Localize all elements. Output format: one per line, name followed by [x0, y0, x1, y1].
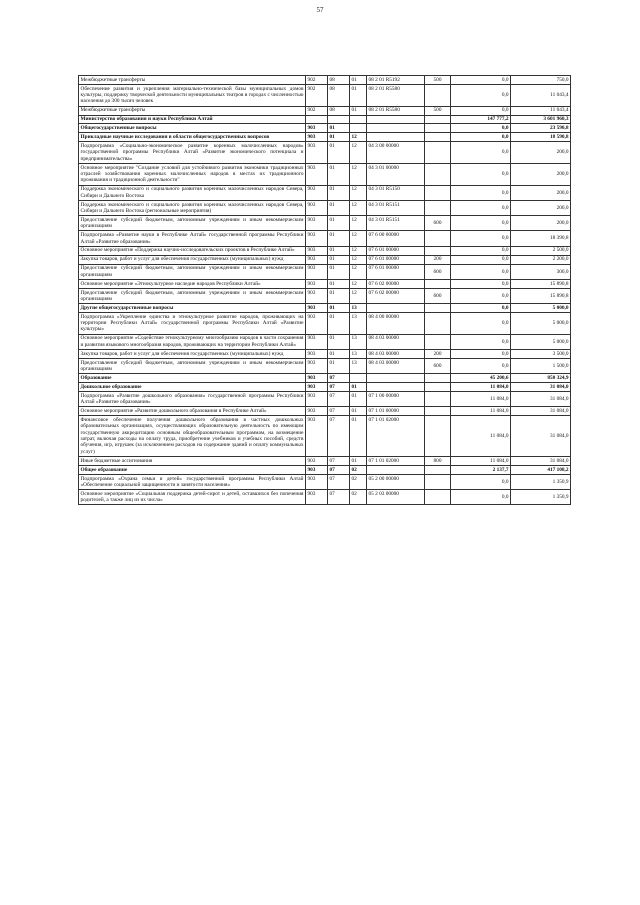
row-expense-type [425, 246, 451, 255]
row-amount-first: 0,0 [451, 200, 511, 215]
row-grbs-code: 903 [306, 185, 328, 200]
row-section-code: 01 [328, 124, 350, 133]
row-amount-second: 11 043,4 [511, 84, 571, 106]
row-subsection-code: 02 [350, 490, 367, 505]
row-amount-second: 1 350,9 [511, 490, 571, 505]
row-section-code: 01 [328, 200, 350, 215]
row-section-code: 01 [328, 264, 350, 279]
row-expense-type [425, 115, 451, 124]
row-subsection-code: 13 [350, 313, 367, 335]
row-grbs-code: 903 [306, 313, 328, 335]
table-row [79, 185, 571, 200]
row-description: Подпрограмма «Охрана семьи и детей» государственной программы Республики Алтай «Обеспечение социальной защищенности и занятости населения» [80, 475, 304, 488]
row-target-article: 07 6 01 00000 [367, 255, 425, 264]
row-amount-first: 0,0 [451, 185, 511, 200]
row-amount-first: 0,0 [451, 334, 511, 349]
row-amount-first: 45 200,6 [451, 374, 511, 383]
row-section-code: 07 [328, 456, 350, 465]
row-expense-type [425, 133, 451, 142]
row-target-article: 07 6 00 00000 [367, 231, 425, 246]
row-amount-first: 11 084,0 [451, 383, 511, 392]
row-subsection-code [350, 374, 367, 383]
row-amount-second: 15 890,8 [511, 279, 571, 288]
row-subsection-code: 12 [350, 133, 367, 142]
table-row [79, 374, 571, 383]
row-section-code: 01 [328, 163, 350, 185]
row-subsection-code: 02 [350, 465, 367, 474]
row-amount-first: 0,0 [451, 216, 511, 231]
row-grbs-code: 903 [306, 264, 328, 279]
row-target-article: 07 6 02 00000 [367, 279, 425, 288]
row-section-code: 01 [328, 334, 350, 349]
row-amount-first: 0,0 [451, 288, 511, 303]
row-target-article: 08 4 03 00000 [367, 349, 425, 358]
row-subsection-code: 13 [350, 304, 367, 313]
row-grbs-code: 903 [306, 124, 328, 133]
table-row [79, 246, 571, 255]
row-expense-type [425, 200, 451, 215]
row-expense-type [425, 304, 451, 313]
table-row [79, 288, 571, 303]
row-section-code [328, 115, 350, 124]
row-grbs-code: 903 [306, 392, 328, 407]
row-target-article: 08 2 01 R5580 [367, 84, 425, 106]
row-expense-type: 600 [425, 264, 451, 279]
row-expense-type [425, 334, 451, 349]
row-amount-first: 0,0 [451, 246, 511, 255]
row-target-article [367, 133, 425, 142]
row-expense-type: 200 [425, 349, 451, 358]
row-grbs-code: 903 [306, 133, 328, 142]
row-grbs-code: 903 [306, 231, 328, 246]
row-amount-second: 18 590,8 [511, 133, 571, 142]
row-amount-second: 31 084,0 [511, 456, 571, 465]
row-description: Подпрограмма «Укрепление единства и этнокультурное развитие народов, проживающих на территории Республики Алтай» государственной программы Республики Алтай «Развитие культуры» [80, 313, 304, 333]
table-row [79, 465, 571, 474]
row-amount-second: 200,0 [511, 142, 571, 164]
row-grbs-code [306, 115, 328, 124]
row-section-code: 01 [328, 133, 350, 142]
row-amount-first: 0,0 [451, 304, 511, 313]
row-subsection-code: 12 [350, 163, 367, 185]
row-expense-type [425, 416, 451, 457]
row-grbs-code: 903 [306, 407, 328, 416]
row-section-code: 01 [328, 279, 350, 288]
row-amount-second: 18 390,8 [511, 231, 571, 246]
row-section-code: 01 [328, 185, 350, 200]
row-amount-second: 5 000,0 [511, 313, 571, 335]
row-target-article: 07 1 01 02000 [367, 456, 425, 465]
row-expense-type: 800 [425, 456, 451, 465]
row-grbs-code: 903 [306, 383, 328, 392]
row-description: Основное мероприятие «Содействие этнокультурному многообразию народов в части сохранения и развития языкового многообразия народов, проживающих на территории Республики Алтай» [80, 335, 304, 348]
row-section-code: 01 [328, 142, 350, 164]
row-amount-first: 11 084,0 [451, 407, 511, 416]
row-section-code: 01 [328, 231, 350, 246]
row-description: Подпрограмма «Развитие дошкольного образования» государственной программы Республики Алтай «Развитие образования» [80, 392, 304, 406]
row-section-code: 07 [328, 383, 350, 392]
row-description: Межбюджетные трансферты [79, 76, 306, 85]
row-subsection-code: 12 [350, 288, 367, 303]
row-description: Основное мероприятие «Поддержка научно-исследовательских проектов в Республике Алтай» [79, 246, 306, 255]
row-amount-second: 31 084,0 [511, 392, 571, 407]
row-grbs-code: 903 [306, 349, 328, 358]
row-subsection-code: 13 [350, 349, 367, 358]
row-amount-second: 5 000,0 [511, 334, 571, 349]
row-description: Подпрограмма «Социально-экономическое развитие коренных малочисленных народов» государственной программы Республики Алтай «Развитие экономического потенциала и предпринимательства» [80, 143, 304, 162]
row-target-article: 04 3 01 R5151 [367, 216, 425, 231]
row-subsection-code: 12 [350, 246, 367, 255]
row-amount-second: 200,0 [511, 200, 571, 215]
row-target-article [367, 374, 425, 383]
row-subsection-code: 12 [350, 255, 367, 264]
row-subsection-code: 12 [350, 279, 367, 288]
row-description: Образование [79, 374, 306, 383]
row-target-article: 08 2 01 R5192 [367, 76, 425, 85]
row-expense-type [425, 84, 451, 106]
row-description: Дошкольное образование [79, 383, 306, 392]
table-row [79, 115, 571, 124]
row-description: Основное мероприятие "Создание условий для устойчивого развития экономики традиционных отраслей хозяйствования коренных малочисленных народов в местах их традиционного проживания и традиционной деятельности" [80, 164, 304, 184]
table-row [79, 76, 571, 85]
row-grbs-code: 903 [306, 374, 328, 383]
row-section-code: 07 [328, 490, 350, 505]
row-target-article: 07 1 01 02000 [367, 416, 425, 457]
row-section-code: 01 [328, 304, 350, 313]
row-amount-first: 0,0 [451, 255, 511, 264]
row-description: Основное мероприятие «Социальная поддержка детей-сирот и детей, оставшихся без попечения родителей, а также лиц из их числа» [80, 490, 304, 504]
row-expense-type [425, 185, 451, 200]
row-description: Министерство образования и науки Республики Алтай [79, 115, 306, 124]
row-amount-second: 23 590,8 [511, 124, 571, 133]
row-amount-second: 1 500,0 [511, 358, 571, 373]
row-section-code: 07 [328, 392, 350, 407]
row-description: Основное мероприятие «Этнокультурное наследие народов Республики Алтай» [79, 279, 306, 288]
row-target-article: 07 6 02 00000 [367, 288, 425, 303]
row-section-code: 08 [328, 106, 350, 115]
row-amount-first: 0,0 [451, 358, 511, 373]
row-section-code: 07 [328, 474, 350, 489]
row-target-article [367, 115, 425, 124]
row-description: Межбюджетные трансферты [79, 106, 306, 115]
row-amount-first: 0,0 [451, 106, 511, 115]
row-amount-first: 0,0 [451, 264, 511, 279]
row-section-code: 07 [328, 416, 350, 457]
row-target-article: 08 4 00 00000 [367, 313, 425, 335]
row-amount-first: 0,0 [451, 313, 511, 335]
row-description: Поддержка экономического и социального развития коренных малочисленных народов Севера, Сибири и Дальнего Востока (региональные мероприятия) [80, 201, 304, 214]
row-amount-second: 15 890,8 [511, 288, 571, 303]
row-amount-first: 0,0 [451, 124, 511, 133]
row-amount-first: 11 084,0 [451, 416, 511, 457]
row-grbs-code: 902 [306, 106, 328, 115]
table-row [79, 231, 571, 246]
row-section-code: 01 [328, 255, 350, 264]
row-description: Общегосударственные вопросы [79, 124, 306, 133]
row-grbs-code: 903 [306, 163, 328, 185]
row-section-code: 08 [328, 76, 350, 85]
row-amount-second: 200,0 [511, 216, 571, 231]
row-section-code: 01 [328, 246, 350, 255]
row-subsection-code: 12 [350, 231, 367, 246]
row-subsection-code: 12 [350, 200, 367, 215]
row-description: Обеспечение развития и укрепления материально-технической базы муниципальных домов культуры, поддержку творческой деятельности муниципальных театров в городах с численностью населения до 300 тысяч человек [80, 85, 304, 105]
row-section-code: 01 [328, 288, 350, 303]
row-subsection-code: 01 [350, 84, 367, 106]
row-target-article: 04 3 01 R5150 [367, 185, 425, 200]
table-row [79, 216, 571, 231]
row-section-code: 08 [328, 84, 350, 106]
row-expense-type: 600 [425, 288, 451, 303]
row-target-article: 04 3 00 00000 [367, 142, 425, 164]
row-target-article [367, 383, 425, 392]
row-amount-second: 11 043,4 [511, 106, 571, 115]
row-expense-type [425, 374, 451, 383]
row-amount-second: 417 108,2 [511, 465, 571, 474]
row-grbs-code: 903 [306, 416, 328, 457]
row-expense-type [425, 279, 451, 288]
row-amount-first: 0,0 [451, 231, 511, 246]
row-target-article: 05 2 00 00000 [367, 474, 425, 489]
row-section-code: 01 [328, 358, 350, 373]
row-grbs-code: 903 [306, 456, 328, 465]
row-description: Иные бюджетные ассигнования [79, 456, 306, 465]
row-section-code: 07 [328, 465, 350, 474]
table-row [79, 456, 571, 465]
row-subsection-code: 01 [350, 407, 367, 416]
row-target-article [367, 465, 425, 474]
table-row [79, 106, 571, 115]
row-grbs-code: 902 [306, 84, 328, 106]
row-description: Закупка товаров, работ и услуг для обеспечения государственных (муниципальных) нужд [79, 255, 306, 264]
row-target-article: 04 3 01 00000 [367, 163, 425, 185]
row-expense-type [425, 163, 451, 185]
table-row [79, 416, 571, 457]
row-amount-first: 0,0 [451, 133, 511, 142]
row-expense-type [425, 490, 451, 505]
row-description: Предоставление субсидий бюджетным, автономным учреждениям и иным некоммерческим организациям [80, 216, 304, 230]
table-row [79, 163, 571, 185]
table-row [79, 264, 571, 279]
row-grbs-code: 903 [306, 304, 328, 313]
table-row [79, 255, 571, 264]
row-amount-second: 5 000,0 [511, 304, 571, 313]
row-grbs-code: 903 [306, 358, 328, 373]
row-subsection-code [350, 115, 367, 124]
table-body [79, 76, 571, 505]
row-description: Закупка товаров, работ и услуг для обеспечения государственных (муниципальных) нужд [79, 349, 306, 358]
table-row [79, 474, 571, 489]
row-description: Основное мероприятие «Развитие дошкольного образования в Республике Алтай» [79, 407, 306, 416]
table-row [79, 200, 571, 215]
row-target-article: 08 4 03 00000 [367, 358, 425, 373]
row-grbs-code: 903 [306, 465, 328, 474]
table-row [79, 142, 571, 164]
row-subsection-code: 01 [350, 392, 367, 407]
row-expense-type [425, 392, 451, 407]
table-row [79, 392, 571, 407]
row-amount-first: 0,0 [451, 490, 511, 505]
row-amount-first: 147 777,2 [451, 115, 511, 124]
row-subsection-code: 12 [350, 216, 367, 231]
row-amount-first: 0,0 [451, 279, 511, 288]
table-row [79, 313, 571, 335]
row-grbs-code: 903 [306, 474, 328, 489]
table-row [79, 490, 571, 505]
row-target-article: 07 1 00 00000 [367, 392, 425, 407]
row-description: Предоставление субсидий бюджетным, автономным учреждениям и иным некоммерческим организациям [80, 359, 304, 372]
row-amount-first: 11 084,0 [451, 456, 511, 465]
table-row [79, 124, 571, 133]
table-row [79, 279, 571, 288]
row-grbs-code: 903 [306, 288, 328, 303]
row-expense-type: 500 [425, 106, 451, 115]
row-amount-second: 750,0 [511, 76, 571, 85]
row-description: Прикладные научные исследования в области общегосударственных вопросов [79, 133, 306, 142]
row-target-article: 07 1 01 00000 [367, 407, 425, 416]
row-amount-second: 300,0 [511, 264, 571, 279]
row-subsection-code [350, 124, 367, 133]
row-expense-type [425, 465, 451, 474]
row-amount-first: 0,0 [451, 163, 511, 185]
row-grbs-code: 903 [306, 246, 328, 255]
row-target-article [367, 304, 425, 313]
table-row [79, 383, 571, 392]
row-description: Предоставление субсидий бюджетным, автономным учреждениям и иным некоммерческим организациям [80, 289, 304, 302]
row-expense-type: 600 [425, 216, 451, 231]
table-row [79, 84, 571, 106]
row-subsection-code: 12 [350, 185, 367, 200]
row-grbs-code: 903 [306, 200, 328, 215]
row-expense-type: 200 [425, 255, 451, 264]
row-subsection-code: 12 [350, 142, 367, 164]
row-section-code: 01 [328, 313, 350, 335]
row-amount-second: 200,0 [511, 185, 571, 200]
row-target-article [367, 124, 425, 133]
row-subsection-code: 01 [350, 456, 367, 465]
row-grbs-code: 902 [306, 76, 328, 85]
row-amount-first: 0,0 [451, 349, 511, 358]
row-subsection-code: 12 [350, 264, 367, 279]
table-row [79, 304, 571, 313]
row-description: Подпрограмма «Развитие науки в Республике Алтай» государственной программы Республики Алтай «Развитие образования» [80, 232, 304, 245]
row-subsection-code: 02 [350, 474, 367, 489]
row-amount-first: 2 137,7 [451, 465, 511, 474]
row-amount-second: 2 200,0 [511, 255, 571, 264]
row-expense-type [425, 383, 451, 392]
row-expense-type [425, 231, 451, 246]
row-amount-second: 31 084,0 [511, 416, 571, 457]
table-row [79, 349, 571, 358]
row-target-article: 05 2 03 00000 [367, 490, 425, 505]
table-row [79, 358, 571, 373]
row-description: Поддержка экономического и социального развития коренных малочисленных народов Севера, Сибири и Дальнего Востока [80, 186, 304, 199]
row-amount-second: 3 601 960,3 [511, 115, 571, 124]
row-grbs-code: 903 [306, 216, 328, 231]
row-expense-type [425, 142, 451, 164]
row-section-code: 07 [328, 407, 350, 416]
row-grbs-code: 903 [306, 279, 328, 288]
row-amount-first: 0,0 [451, 474, 511, 489]
row-amount-first: 0,0 [451, 84, 511, 106]
row-description: Общее образование [79, 465, 306, 474]
row-description: Предоставление субсидий бюджетным, автономным учреждениям и иным некоммерческим организациям [80, 265, 304, 278]
row-amount-second: 1 350,9 [511, 474, 571, 489]
table-row [79, 133, 571, 142]
row-grbs-code: 903 [306, 142, 328, 164]
row-subsection-code: 01 [350, 106, 367, 115]
row-subsection-code: 01 [350, 76, 367, 85]
row-description: Другие общегосударственные вопросы [79, 304, 306, 313]
table-row [79, 334, 571, 349]
row-section-code: 01 [328, 216, 350, 231]
row-subsection-code: 13 [350, 334, 367, 349]
row-amount-second: 31 084,0 [511, 407, 571, 416]
row-amount-first: 0,0 [451, 142, 511, 164]
budget-table [78, 75, 571, 505]
row-amount-first: 0,0 [451, 76, 511, 85]
page-number: 57 [316, 6, 324, 14]
row-amount-first: 11 084,0 [451, 392, 511, 407]
row-target-article: 08 2 01 R5580 [367, 106, 425, 115]
row-target-article: 08 4 03 00000 [367, 334, 425, 349]
row-section-code: 07 [328, 374, 350, 383]
row-description: Финансовое обеспечение получения дошкольного образования в частных дошкольных образовательных организациях, осуществляющих образовательную деятельность по имеющим государственную аккредитацию основным общеобразовательным программам, на возмещение затрат, включая расходы на оплату труда, приобретение учебников и учебных пособий, средств обучения, игр, игрушек (за исключением расходов на содержание зданий и оплату коммунальных услуг) [80, 417, 304, 455]
row-section-code: 01 [328, 349, 350, 358]
row-expense-type [425, 407, 451, 416]
row-expense-type [425, 313, 451, 335]
table-row [79, 407, 571, 416]
row-amount-second: 31 084,0 [511, 383, 571, 392]
row-subsection-code: 01 [350, 416, 367, 457]
row-subsection-code: 13 [350, 358, 367, 373]
row-expense-type [425, 474, 451, 489]
row-amount-second: 3 500,0 [511, 349, 571, 358]
row-expense-type: 500 [425, 76, 451, 85]
row-grbs-code: 903 [306, 334, 328, 349]
row-expense-type: 600 [425, 358, 451, 373]
row-grbs-code: 903 [306, 490, 328, 505]
row-amount-second: 850 324,9 [511, 374, 571, 383]
row-target-article: 07 6 01 00000 [367, 246, 425, 255]
row-grbs-code: 903 [306, 255, 328, 264]
row-amount-second: 200,0 [511, 163, 571, 185]
row-target-article: 07 6 01 00000 [367, 264, 425, 279]
row-target-article: 04 3 01 R5151 [367, 200, 425, 215]
row-expense-type [425, 124, 451, 133]
row-amount-second: 2 500,0 [511, 246, 571, 255]
row-subsection-code: 01 [350, 383, 367, 392]
